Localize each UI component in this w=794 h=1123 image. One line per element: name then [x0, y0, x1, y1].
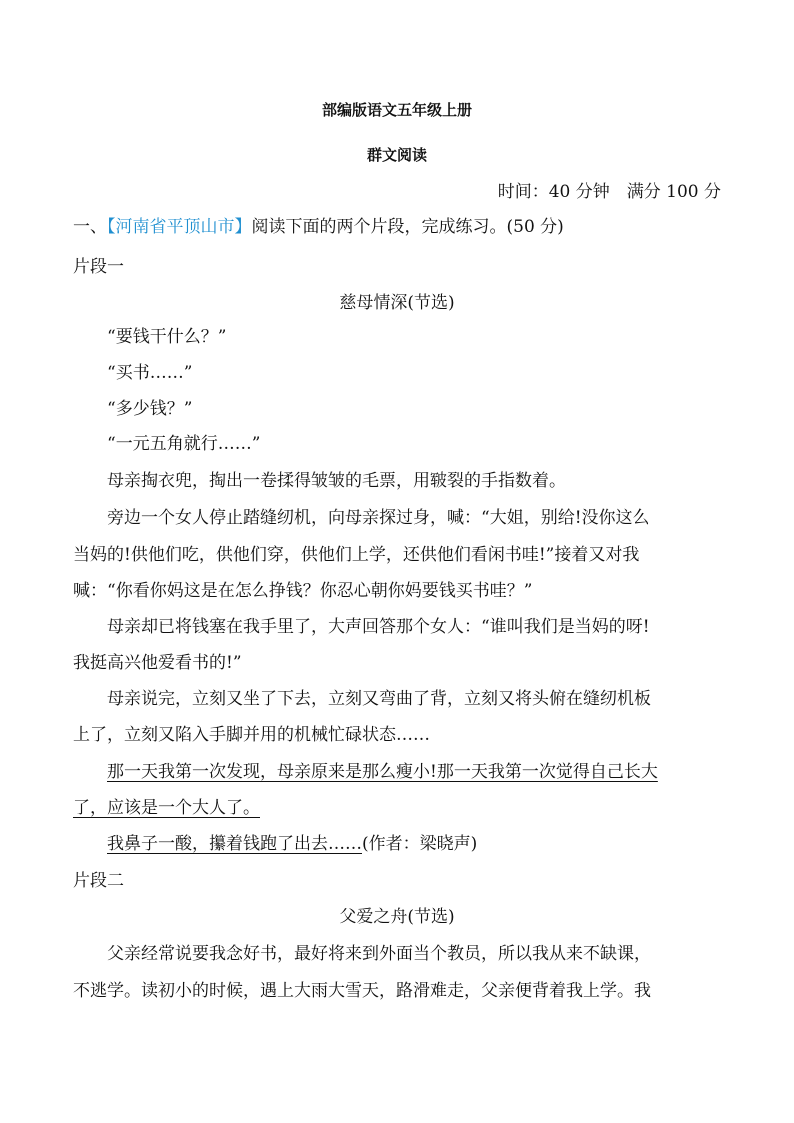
page-subtitle: 群文阅读 — [366, 146, 427, 164]
fragment-1-label: 片段一 — [73, 257, 124, 277]
fragment-2-title: 父爱之舟(节选) — [339, 907, 455, 927]
paragraph-line: “多少钱？” — [107, 399, 193, 419]
paragraph-line: “买书……” — [107, 363, 193, 383]
paragraph-line: “要钱干什么？” — [107, 327, 227, 347]
paragraph-line: 母亲说完，立刻又坐了下去，立刻又弯曲了背，立刻又将头俯在缝纫机板 — [107, 689, 651, 709]
fragment-2-label: 片段二 — [73, 871, 124, 891]
underlined-text: 那一天我第一次发现，母亲原来是那么瘦小!那一天我第一次觉得自己长大 — [107, 762, 658, 782]
question-instruction: 阅读下面的两个片段，完成练习。(50 分) — [251, 217, 564, 237]
paragraph-line: 母亲掏衣兜，掏出一卷揉得皱皱的毛票，用皲裂的手指数着。 — [107, 471, 566, 491]
question-number: 一、 — [73, 217, 107, 237]
page-title: 部编版语文五年级上册 — [321, 101, 472, 119]
paragraph-line: 当妈的!供他们吃，供他们穿，供他们上学，还供他们看闲书哇!”接着又对我 — [73, 545, 640, 565]
fragment-1-title: 慈母情深(节选) — [339, 293, 455, 313]
paragraph-line — [107, 833, 477, 855]
paragraph-line: 我挺高兴他爱看书的!” — [73, 653, 242, 673]
underlined-text: 了，应该是一个大人了。 — [73, 798, 260, 818]
region-tag: 【河南省平顶山市】 — [107, 217, 252, 237]
paragraph-line: 不逃学。读初小的时候，遇上大雨大雪天，路滑难走，父亲便背着我上学。我 — [73, 981, 651, 1001]
paragraph-line: 母亲却已将钱塞在我手里了，大声回答那个女人：“谁叫我们是当妈的呀! — [107, 617, 650, 637]
paragraph-line: 旁边一个女人停止踏缝纫机，向母亲探过身，喊：“大姐，别给!没你这么 — [107, 508, 650, 528]
exam-meta: 时间：40 分钟 满分 100 分 — [497, 182, 721, 202]
author-credit: (作者：梁晓声) — [362, 834, 478, 854]
underlined-sentence — [107, 761, 658, 783]
paragraph-line: “一元五角就行……” — [107, 434, 261, 454]
underlined-sentence — [73, 797, 260, 819]
paragraph-line: 父亲经常说要我念好书，最好将来到外面当个教员，所以我从来不缺课， — [107, 944, 651, 964]
paragraph-line: 喊：“你看你妈这是在怎么挣钱？你忍心朝你妈要钱买书哇？” — [73, 581, 533, 601]
underlined-text: 我鼻子一酸，攥着钱跑了出去…… — [107, 834, 362, 854]
paragraph-line: 上了，立刻又陷入手脚并用的机械忙碌状态…… — [73, 725, 430, 745]
question-heading — [73, 216, 564, 238]
